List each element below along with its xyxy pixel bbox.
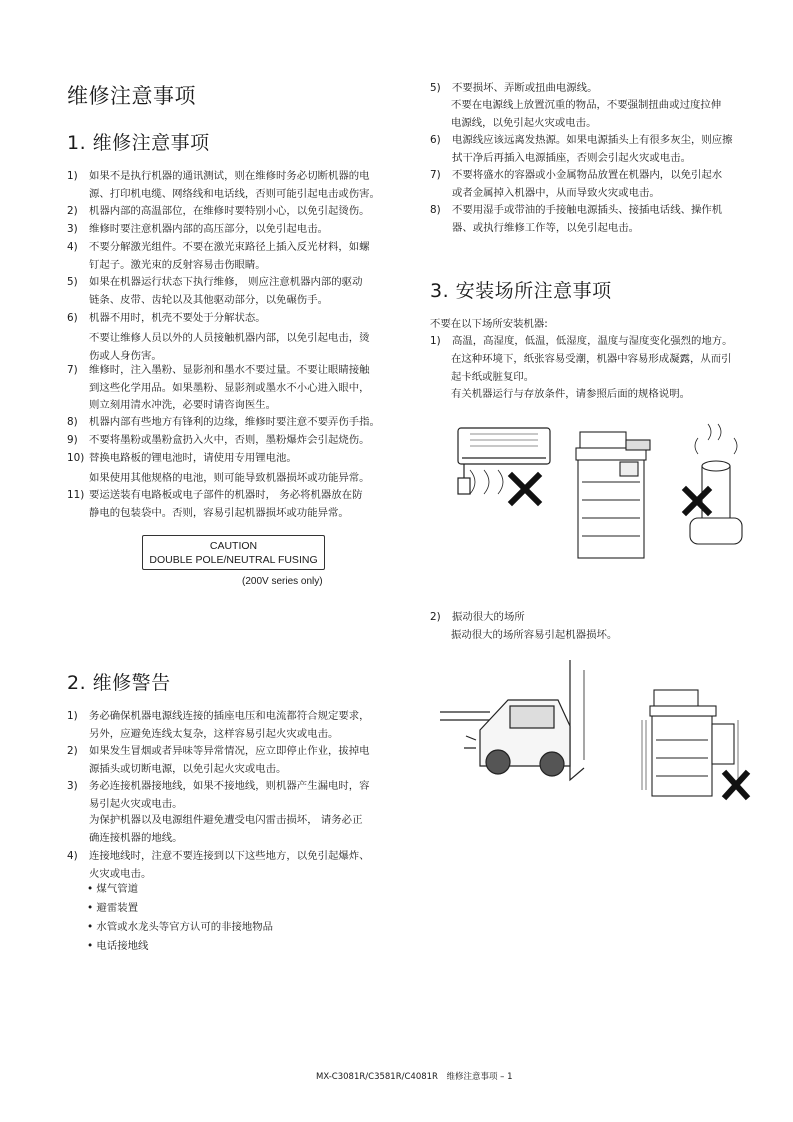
item-text-line: 电源线应该远离发热源。如果电源插头上有很多灰尘，则应擦	[452, 134, 733, 146]
prohibited-cross-icon	[512, 476, 538, 502]
section1-note-10: 如果使用其他规格的电池，则可能导致机器损坏或功能异常。	[89, 472, 370, 484]
item-text-line: 如果不是执行机器的通讯测试，则在维修时务必切断机器的电	[89, 170, 370, 182]
note-line: 伤或人身伤害。	[89, 349, 162, 362]
section2-title: 2. 维修警告	[67, 672, 171, 694]
item-text-line: 机器内部有些地方有锋利的边缘，维修时要注意不要弄伤手指。	[89, 416, 380, 428]
item-text-line: 维修时，注入墨粉、显影剂和墨水不要过量。不要让眼睛接触	[89, 364, 370, 376]
bullet-item: • 水管或水龙头等官方认可的非接地物品	[87, 921, 274, 933]
item-text-line: 不要损坏、弄断或扭曲电源线。	[452, 82, 598, 94]
item-number: 3)	[67, 223, 78, 235]
item-number: 8)	[67, 416, 78, 428]
item-number: 7)	[67, 364, 78, 376]
item-number: 11)	[67, 489, 85, 501]
item-text-line: 拭干净后再插入电源插座，否则会引起火灾或电击。	[452, 151, 691, 164]
item-text-line: 不要用湿手或带油的手接触电源插头、接插电话线、操作机	[452, 204, 723, 216]
item-number: 3)	[67, 780, 78, 792]
section3-intro: 不要在以下场所安装机器:	[430, 318, 548, 330]
item-text: 高温，高湿度，低温，低湿度，温度与湿度变化强烈的地方。	[452, 335, 733, 347]
note-line: 不要在电源线上放置沉重的物品，不要强制扭曲或过度拉伸	[451, 99, 722, 111]
air-conditioner-icon	[458, 428, 550, 494]
item-text	[89, 203, 370, 221]
item-text-line: 如果发生冒烟或者异味等异常情况，应立即停止作业，拔掉电	[89, 745, 370, 757]
item-number: 7)	[430, 169, 441, 181]
item-text-line: 替换电路板的锂电池时，请使用专用锂电池。	[89, 452, 297, 464]
item-text	[89, 362, 370, 415]
prohibited-cross-icon	[726, 774, 746, 796]
item-text	[89, 274, 362, 309]
item-text-line: 源、打印机电缆、网络线和电话线，否则可能引起电击或伤害。	[89, 187, 380, 200]
item-number: 2)	[67, 205, 78, 217]
item-text-line: 务必确保机器电源线连接的插座电压和电流都符合规定要求，	[89, 710, 370, 722]
caution-label-box	[142, 535, 325, 570]
caution-line-1: CAUTION	[209, 540, 258, 552]
item-text	[89, 432, 370, 450]
item-text-line: 到这些化学用品。如果墨粉、显影剂或墨水不小心进入眼中，	[89, 381, 370, 394]
item-text-line: 另外，应避免连线太复杂，这样容易引起火灾或电击。	[89, 727, 339, 740]
page-footer: MX-C3081R/C3581R/C4081R 维修注意事项 – 1	[316, 1072, 513, 1082]
section3-item1-notes	[451, 351, 781, 404]
item-text	[89, 743, 370, 778]
item-number: 4)	[67, 850, 78, 862]
item-text-line: 不要分解激光组件。不要在激光束路径上插入反光材料，如螺	[89, 241, 370, 253]
note-line: 电源线，以免引起火灾或电击。	[451, 116, 597, 129]
item-text-line: 机器不用时，机壳不要处于分解状态。	[89, 312, 266, 324]
item-text	[89, 778, 370, 813]
item-text-line: 静电的包装袋中。否则，容易引起机器损坏或功能异常。	[89, 506, 349, 519]
item-number: 1)	[67, 710, 78, 722]
item-text	[89, 310, 266, 328]
note-line: 在这种环境下，纸张容易受潮，机器中容易形成凝露，从而引	[451, 353, 732, 365]
caution-line-2: DOUBLE POLE/NEUTRAL FUSING	[149, 554, 318, 566]
item-text-line: 务必连接机器接地线，如果不接地线，则机器产生漏电时，容	[89, 780, 370, 792]
item-number: 6)	[430, 134, 441, 146]
heater-stove-icon	[690, 424, 742, 544]
bullet-item: • 避雷装置	[87, 902, 138, 914]
copier-icon	[642, 690, 738, 796]
bullet-item: • 电话接地线	[87, 940, 149, 952]
bullet-item: • 煤气管道	[87, 883, 138, 895]
item-text	[89, 221, 328, 239]
note-line: 有关机器运行与存放条件，请参照后面的规格说明。	[451, 388, 690, 400]
copier-icon	[576, 432, 650, 558]
section1-note-5	[451, 97, 781, 132]
section2-note-3	[89, 812, 419, 847]
item-text-line: 链条、皮带、齿轮以及其他驱动部分，以免碾伤手。	[89, 293, 328, 306]
item-text	[89, 487, 362, 522]
item-number: 2)	[430, 611, 441, 623]
section3-title: 3. 安装场所注意事项	[430, 280, 612, 302]
item-number: 1)	[430, 335, 441, 347]
item-number: 8)	[430, 204, 441, 216]
item-text	[89, 239, 370, 274]
item-number: 9)	[67, 434, 78, 446]
item-text-line: 如果在机器运行状态下执行维修， 则应注意机器内部的驱动	[89, 276, 363, 288]
item-text	[89, 414, 380, 432]
item-number: 5)	[67, 276, 78, 288]
item-text	[89, 848, 370, 883]
item-number: 5)	[430, 82, 441, 94]
item-text-line: 则立刻用清水冲洗，必要时请咨询医生。	[89, 399, 277, 411]
environment-illustration	[450, 418, 780, 568]
item-text-line: 机器内部的高温部位，在维修时要特别小心，以免引起烫伤。	[89, 205, 370, 217]
item-text: 振动很大的场所	[452, 611, 525, 623]
item-text-line: 不要将墨粉或墨粉盒扔入火中，否则，墨粉爆炸会引起烧伤。	[89, 434, 370, 446]
item-text-line: 或者金属掉入机器中，从而导致火灾或电击。	[452, 186, 660, 199]
item-text-line: 维修时要注意机器内部的高压部分，以免引起电击。	[89, 223, 328, 235]
item-text-line: 器、或执行维修工作等，以免引起电击。	[452, 221, 640, 234]
item-text-line: 连接地线时，注意不要连接到以下这些地方，以免引起爆炸、	[89, 850, 370, 862]
caution-note: (200V series only)	[242, 576, 323, 587]
section1-title: 1. 维修注意事项	[67, 132, 210, 154]
note-line: 不要让维修人员以外的人员接触机器内部，以免引起电击，烫	[89, 332, 370, 344]
item-number: 1)	[67, 170, 78, 182]
note-line: 为保护机器以及电源组件避免遭受电闪雷击损坏， 请务必正	[89, 814, 363, 826]
item-text-line: 火灾或电击。	[89, 867, 152, 880]
item-text	[89, 708, 370, 743]
item-text	[89, 168, 380, 203]
page-title: 维修注意事项	[67, 84, 196, 108]
section3-item2-note: 振动很大的场所容易引起机器损坏。	[451, 629, 618, 641]
item-text	[452, 132, 733, 167]
section1-note-6	[89, 330, 419, 365]
note-line: 确连接机器的地线。	[89, 831, 183, 844]
note-line: 起卡纸或脏复印。	[451, 370, 535, 383]
item-number: 10)	[67, 452, 85, 464]
item-text	[452, 80, 597, 98]
item-text	[89, 450, 297, 468]
item-text	[452, 167, 722, 202]
road-vehicle-icon	[440, 660, 584, 780]
item-text-line: 源插头或切断电源，以免引起火灾或电击。	[89, 762, 287, 775]
item-text	[452, 202, 722, 237]
item-text-line: 要运送装有电路板或电子部件的机器时， 务必将机器放在防	[89, 489, 363, 501]
item-text-line: 不要将盛水的容器或小金属物品放置在机器内，以免引起水	[452, 169, 723, 181]
vibration-illustration	[440, 660, 775, 810]
item-number: 2)	[67, 745, 78, 757]
item-number: 6)	[67, 312, 78, 324]
item-number: 4)	[67, 241, 78, 253]
item-text-line: 钉起子。激光束的反射容易击伤眼睛。	[89, 258, 266, 271]
item-text-line: 易引起火灾或电击。	[89, 797, 183, 810]
